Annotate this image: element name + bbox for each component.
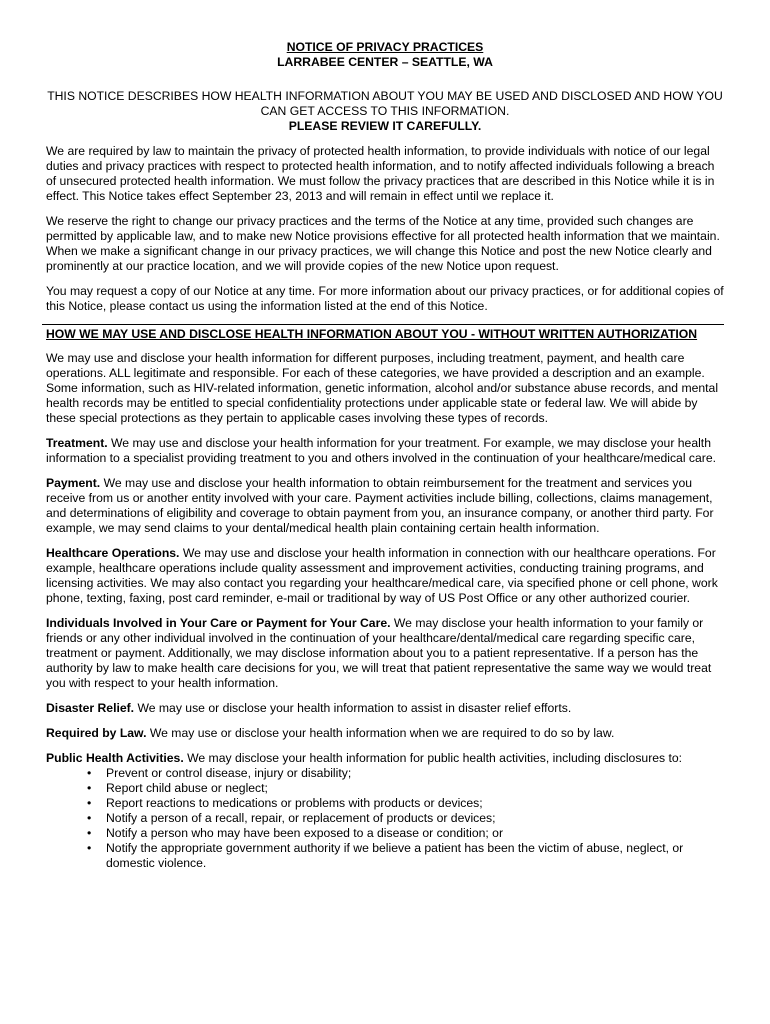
list-item: • Prevent or control disease, injury or disability;: [106, 766, 724, 781]
paragraph-request-copy: You may request a copy of our Notice at any time. For more information about our privacy practices, or for additional copies of this Notice, please contact us using the information listed at the end of this Notice.: [46, 284, 724, 313]
public-health-list: [46, 766, 724, 871]
item-text: We may use or disclose your health information when we are required to do so by law.: [146, 726, 615, 740]
item-text: We may use and disclose your health information to obtain reimbursement for the treatment and services you receive from us or another entity involved with your care. Payment activities include billing, collections, claims management, and determinations of eligibility and coverage to obtain payment from you, an insurance company, or another third party. For example, we may send claims to your dental/medical health plain containing certain health information.: [46, 476, 714, 535]
review-period: .: [477, 119, 482, 133]
item-disaster: [46, 701, 724, 716]
item-label: Public Health Activities.: [46, 751, 184, 765]
section-intro: We may use and disclose your health information for different purposes, including treatment, payment, and health care operations. ALL legitimate and responsible. For each of these categories, we have provided a description and an example. Some information, such as HIV-related information, genetic information, alcohol and/or substance abuse records, and mental health records may be entitled to special confidentiality protections under applicable state or federal law. We will abide by these special protections as they pertain to applicable cases involving these types of records.: [46, 351, 719, 425]
list-item: • Report child abuse or neglect;: [106, 781, 724, 796]
item-text: We may use and disclose your health information in connection with our healthcare operations. For example, healthcare operations include quality assessment and improvement activities, conducting training programs, and licensing activities. We may also contact you regarding your healthcare/medical care, via specified phone or cell phone, work phone, texting, faxing, post card reminder, e-mail or traditional by way of US Post Office or any other authorized courier.: [46, 546, 718, 605]
item-treatment: [46, 436, 724, 466]
review-notice: [46, 119, 724, 134]
item-operations: [46, 546, 724, 606]
page-title: NOTICE OF PRIVACY PRACTICES: [286, 40, 484, 54]
notice-intro: THIS NOTICE DESCRIBES HOW HEALTH INFORMATION ABOUT YOU MAY BE USED AND DISCLOSED AND HOW YOU CAN GET ACCESS TO THIS INFORMATION.: [47, 89, 723, 118]
item-label: Treatment.: [46, 436, 108, 450]
item-required: [46, 726, 724, 741]
item-text: We may use and disclose your health information for your treatment. For example, we may disclose your health information to a specialist providing treatment to you and others involved in the continuation of your healthcare/medical care.: [46, 436, 717, 465]
item-label: Individuals Involved in Your Care or Payment for Your Care.: [46, 616, 391, 630]
page-subtitle: LARRABEE CENTER – SEATTLE, WA: [277, 55, 493, 69]
item-text: We may use or disclose your health information to assist in disaster relief efforts.: [134, 701, 572, 715]
review-text: PLEASE REVIEW IT CAREFULLY: [288, 119, 478, 133]
item-payment: [46, 476, 724, 536]
item-label: Required by Law.: [46, 726, 147, 740]
section-heading: HOW WE MAY USE AND DISCLOSE HEALTH INFORMATION ABOUT YOU - WITHOUT WRITTEN AUTHORIZATION: [42, 324, 724, 342]
item-public-health: [46, 751, 724, 766]
list-item: • Notify a person who may have been exposed to a disease or condition; or: [106, 826, 724, 841]
paragraph-legal-duties: We are required by law to maintain the privacy of protected health information, to provide individuals with notice of our legal duties and privacy practices with respect to protected health information, and to notify affected individuals following a breach of unsecured protected health information. We must follow the privacy practices that are described in this Notice while it is in effect. This Notice takes effect September 23, 2013 and will remain in effect until we replace it.: [46, 144, 715, 203]
item-individuals: [46, 616, 724, 691]
list-item: • Notify a person of a recall, repair, or replacement of products or devices;: [106, 811, 724, 826]
item-text: We may disclose your health information to your family or friends or any other individual involved in the continuation of your healthcare/dental/medical care regarding specific care, treatment or payment. Additionally, we may disclose information about you to a patient representative. If a person has the authority by law to make health care decisions for you, we will treat that patient representative the same way we would treat you with respect to your health information.: [46, 616, 712, 690]
item-label: Healthcare Operations.: [46, 546, 180, 560]
item-label: Payment.: [46, 476, 101, 490]
list-item: • Notify the appropriate government authority if we believe a patient has been the victim of abuse, neglect, or domestic violence.: [106, 841, 724, 871]
item-text: We may disclose your health information for public health activities, including disclosures to:: [183, 751, 683, 765]
paragraph-changes: We reserve the right to change our privacy practices and the terms of the Notice at any time, provided such changes are permitted by applicable law, and to make new Notice provisions effective for all protected health information that we maintain. When we make a significant change in our privacy practices, we will change this Notice and post the new Notice clearly and prominently at our practice location, and we will provide copies of the new Notice upon request.: [46, 214, 720, 273]
list-item: • Report reactions to medications or problems with products or devices;: [106, 796, 724, 811]
item-label: Disaster Relief.: [46, 701, 135, 715]
